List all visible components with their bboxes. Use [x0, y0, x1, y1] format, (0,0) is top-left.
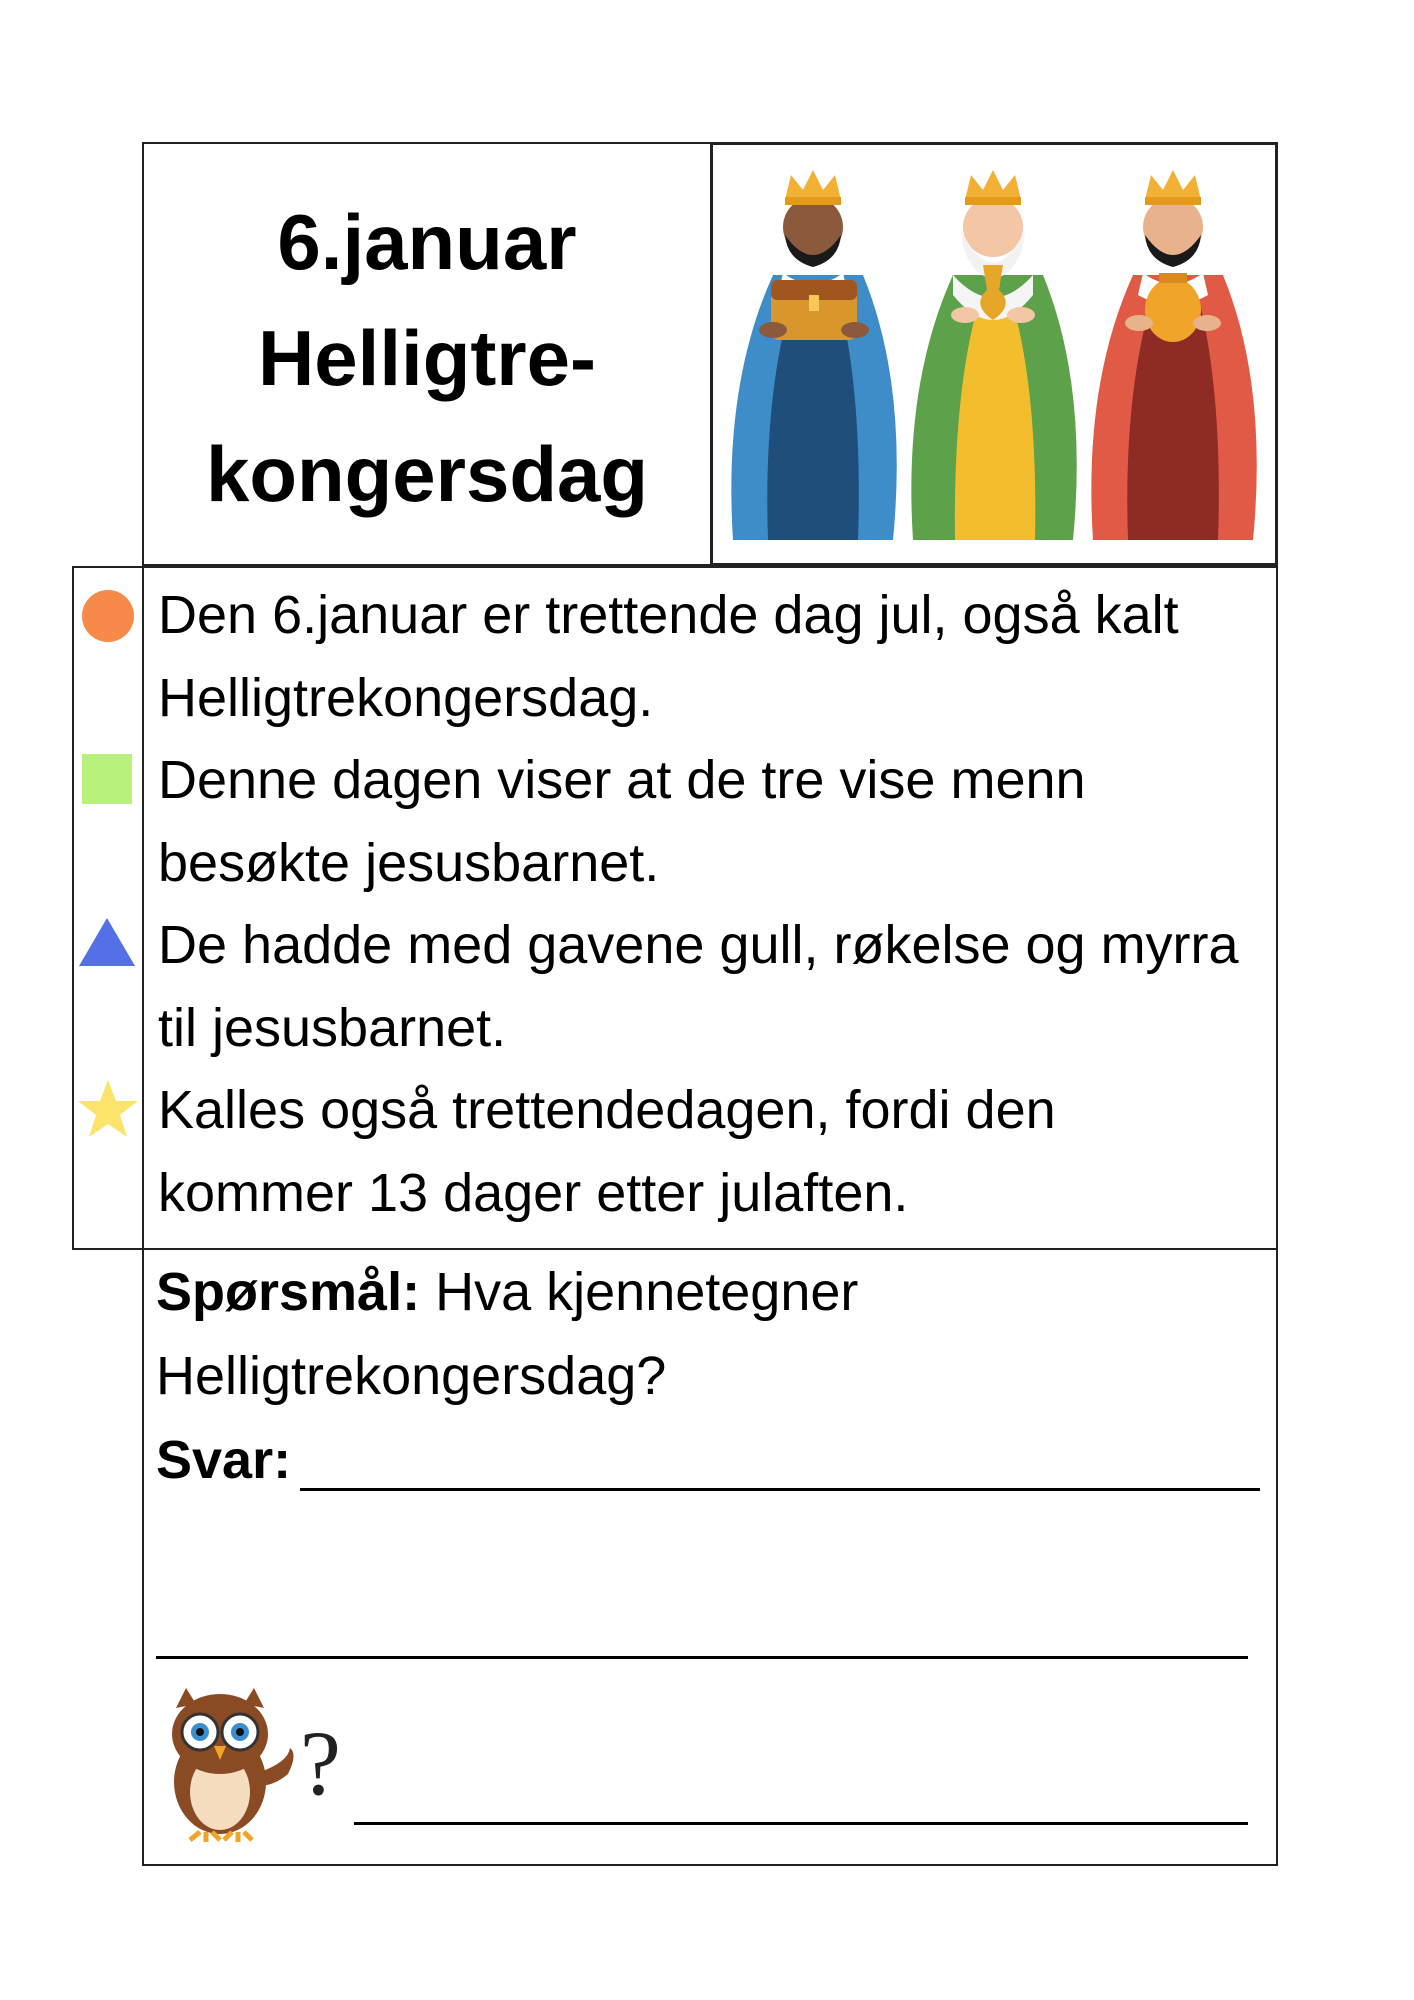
- title-line-3: kongersdag: [205, 430, 649, 518]
- three-kings-illustration: [713, 145, 1275, 563]
- info-paragraph-3: De hadde med gavene gull, røkelse og myrra til jesusbarnet.: [158, 915, 1239, 1058]
- question-body: Hva kjennetegner Helligtrekongersdag?: [156, 1262, 859, 1406]
- illustration-cell: [710, 142, 1278, 566]
- owl-icon: [162, 1682, 296, 1842]
- question-label: Spørsmål:: [156, 1262, 421, 1322]
- info-paragraph-2: Denne dagen viser at de tre vise menn besøkte jesusbarnet.: [158, 750, 1086, 893]
- page-title: [144, 184, 710, 532]
- blue-triangle-icon: [76, 914, 138, 970]
- orange-circle-icon: [78, 586, 138, 646]
- marker-strip: [72, 566, 144, 1250]
- answer-line-3[interactable]: [354, 1822, 1248, 1825]
- yellow-star-icon: [76, 1078, 140, 1140]
- answer-line-1[interactable]: [300, 1488, 1260, 1491]
- info-paragraph-4: Kalles også trettendedagen, fordi den kommer 13 dager etter julaften.: [158, 1080, 1056, 1223]
- question-text: [156, 1250, 1266, 1502]
- title-cell: [142, 142, 710, 566]
- info-panel: [142, 566, 1278, 1250]
- info-paragraph-1: Den 6.januar er trettende dag jul, også kalt Helligtrekongersdag.: [158, 585, 1179, 728]
- title-line-1: 6.januar: [277, 198, 577, 286]
- question-line: [156, 1250, 1266, 1418]
- king-red: [1091, 170, 1256, 540]
- question-panel: [142, 1250, 1278, 1866]
- green-square-icon: [80, 752, 136, 808]
- king-green: [911, 170, 1076, 540]
- title-line-2: Helligtre-: [257, 314, 597, 402]
- answer-label: Svar:: [156, 1430, 292, 1490]
- info-text: [158, 574, 1256, 1234]
- king-blue: [731, 170, 896, 540]
- answer-line-2[interactable]: [156, 1656, 1248, 1659]
- question-mark: ?: [300, 1712, 341, 1814]
